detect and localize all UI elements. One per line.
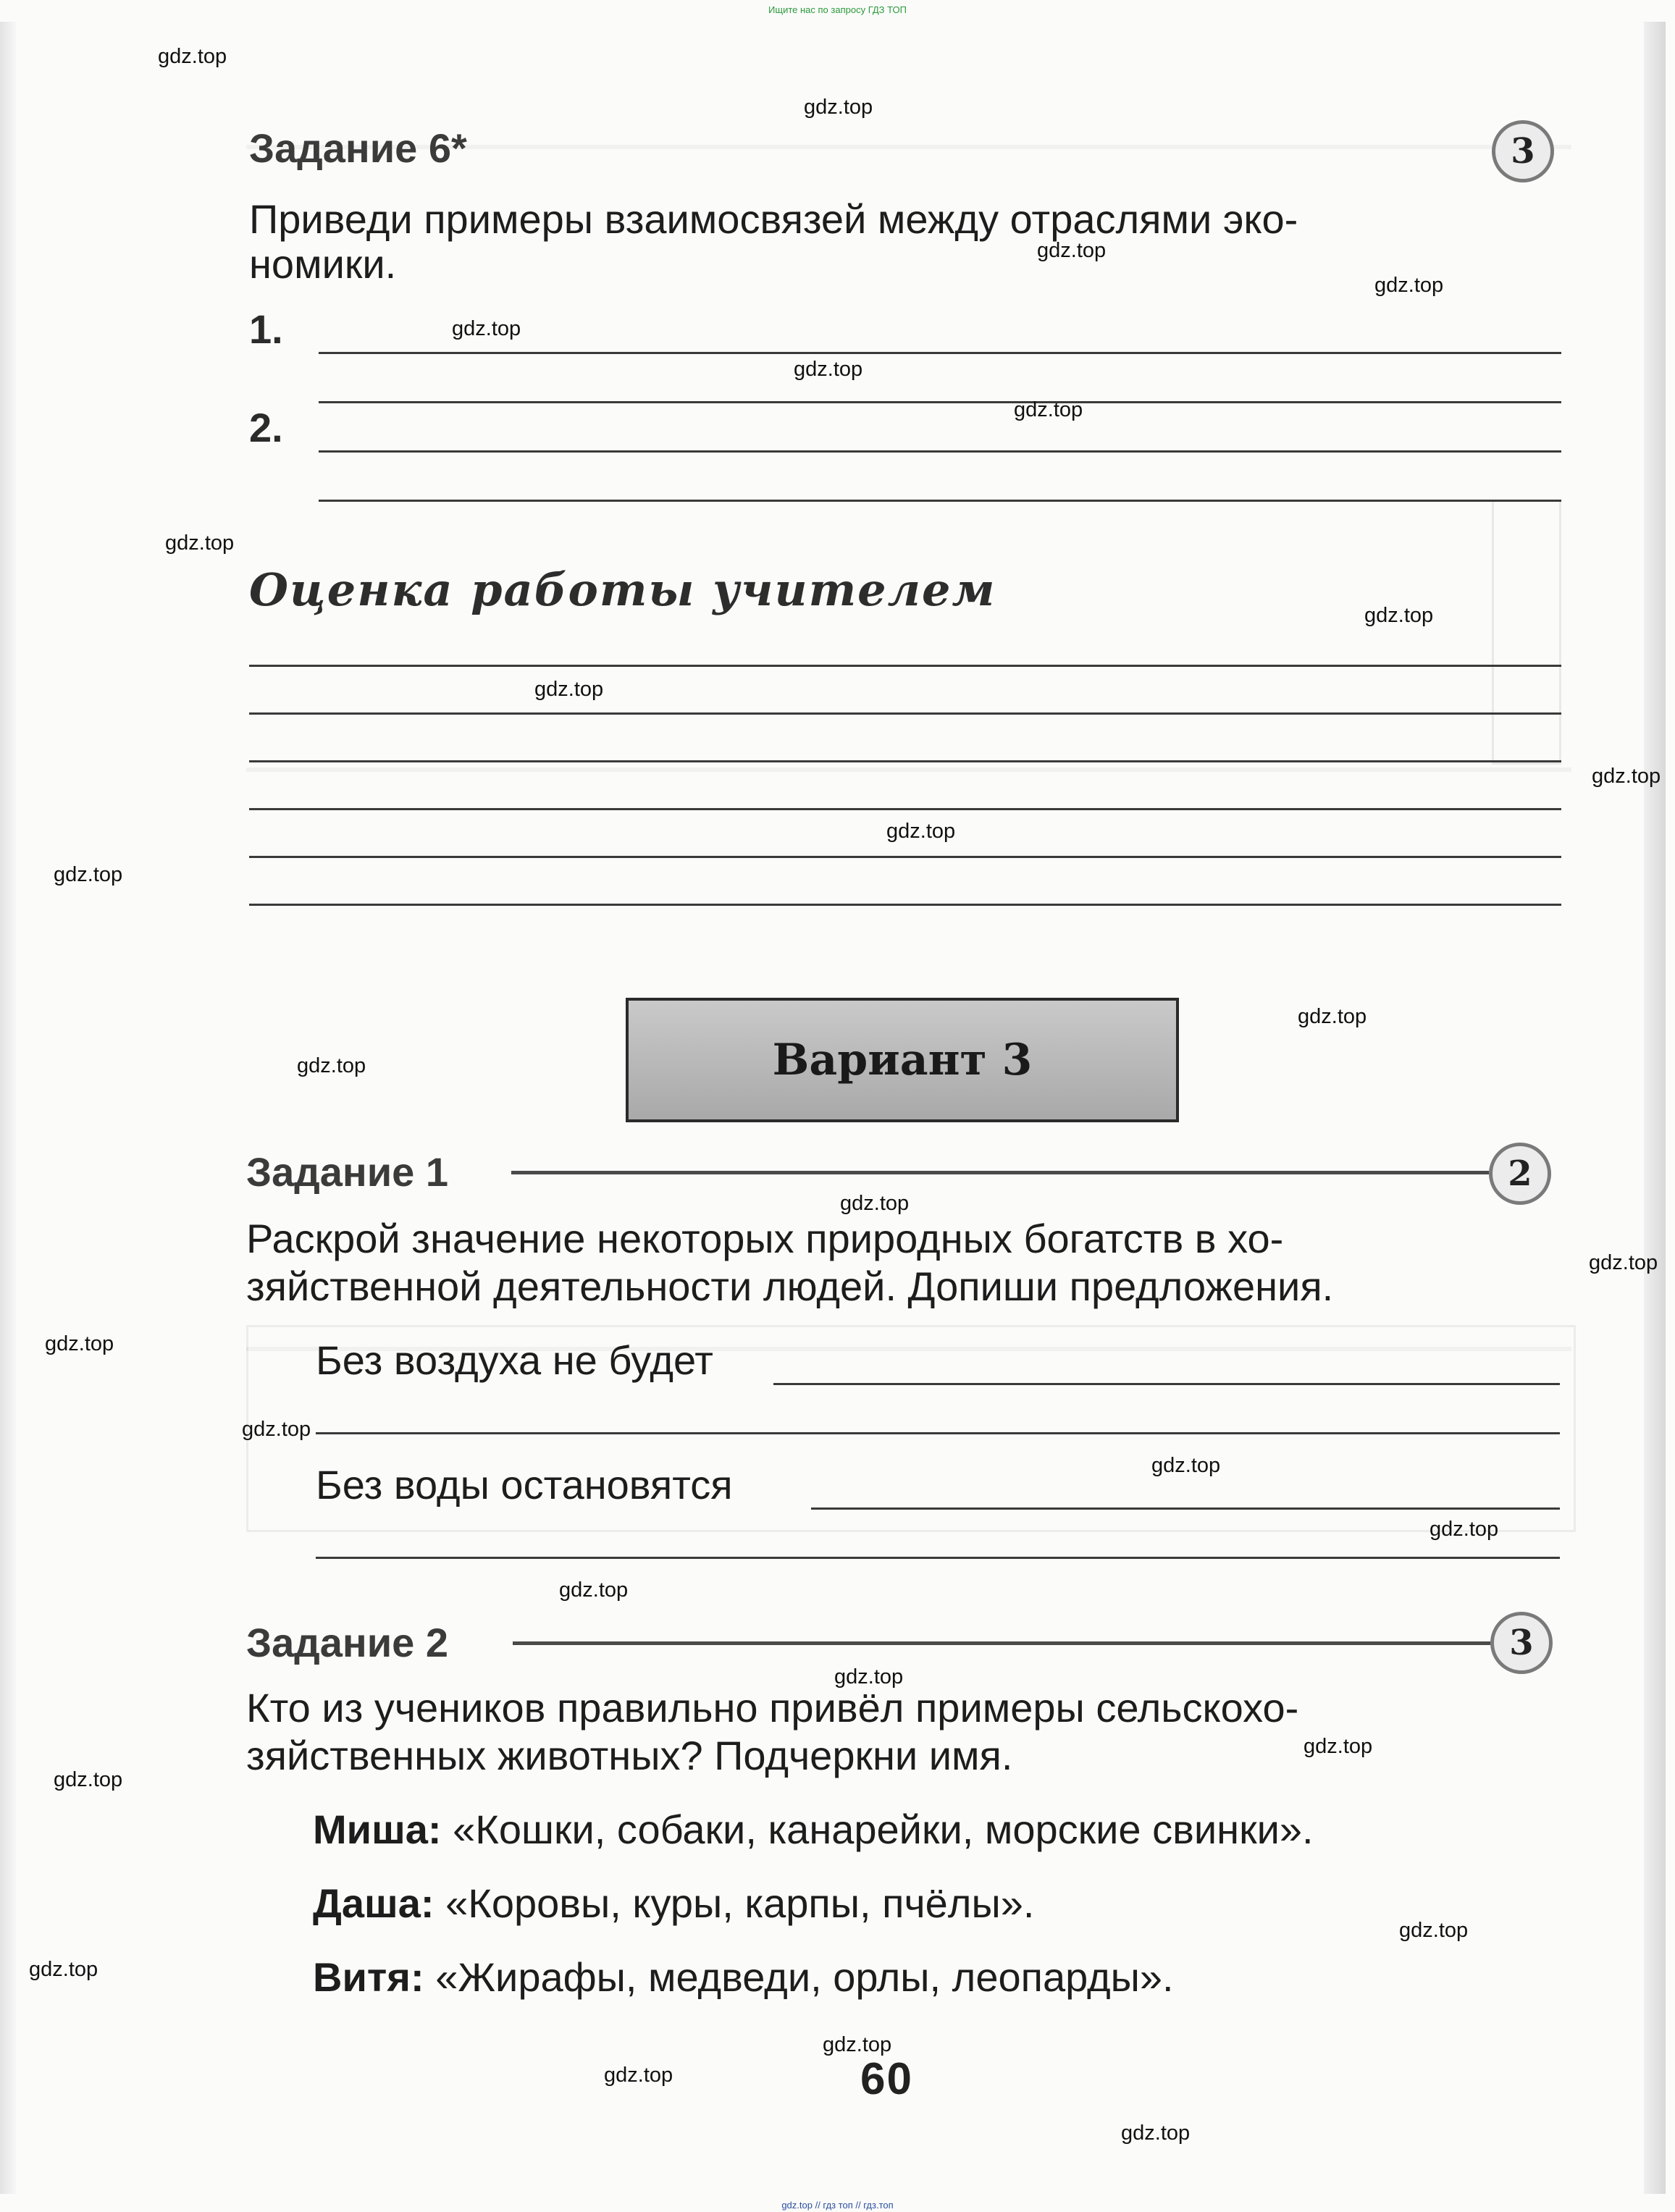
answer-line[interactable] [316, 1557, 1560, 1559]
watermark: gdz.top [1589, 1251, 1658, 1274]
answer-row-vitya[interactable] [313, 1954, 1174, 2001]
watermark: gdz.top [54, 863, 123, 886]
watermark: gdz.top [1014, 398, 1083, 421]
watermark: gdz.top [452, 317, 521, 340]
watermark: gdz.top [1399, 1919, 1469, 1942]
task6-item-1-number: 1. [249, 306, 283, 352]
watermark: gdz.top [158, 45, 227, 68]
evaluation-line[interactable] [249, 808, 1561, 810]
student-name[interactable]: Витя: [313, 1954, 424, 2000]
watermark: gdz.top [242, 1418, 311, 1441]
answer-line[interactable] [811, 1507, 1560, 1510]
task6-item-2-number: 2. [249, 405, 283, 450]
watermark: gdz.top [1304, 1735, 1373, 1758]
task1-title: Задание 1 [246, 1149, 449, 1195]
evaluation-title: Оценка работы учителем [249, 563, 996, 616]
task6-text-line1: Приведи примеры взаимосвязей между отраслями эко- [249, 196, 1298, 242]
student-answer: «Кошки, собаки, канарейки, морские свинки». [453, 1807, 1314, 1852]
answer-line[interactable] [316, 1432, 1560, 1434]
watermark: gdz.top [1592, 765, 1661, 788]
task1-sentence-2: Без воды остановятся [316, 1462, 733, 1507]
evaluation-line[interactable] [249, 760, 1561, 762]
task6-points-badge: 3 [1492, 120, 1554, 182]
bottom-note: gdz.top // гдз топ // гдз.топ [781, 2200, 894, 2211]
task2-header-rule [513, 1641, 1490, 1645]
evaluation-line[interactable] [249, 856, 1561, 858]
task6-title: Задание 6* [249, 125, 467, 171]
student-name[interactable]: Миша: [313, 1807, 442, 1852]
task1-points-badge: 2 [1489, 1143, 1551, 1205]
page-spine [1644, 22, 1666, 2194]
task1-text-line1: Раскрой значение некоторых природных богатств в хо- [246, 1216, 1284, 1261]
watermark: gdz.top [1121, 2121, 1191, 2145]
watermark: gdz.top [1298, 1005, 1367, 1028]
task6-text-line2: номики. [249, 241, 397, 287]
answer-line[interactable] [319, 401, 1561, 403]
watermark: gdz.top [840, 1192, 910, 1215]
top-search-note: Ищите нас по запросу ГДЗ ТОП [768, 4, 907, 15]
task1-text-line2: зяйственной деятельности людей. Допиши предложения. [246, 1263, 1334, 1309]
watermark: gdz.top [886, 820, 956, 843]
student-answer: «Жирафы, медведи, орлы, леопарды». [435, 1954, 1174, 2000]
watermark: gdz.top [297, 1054, 366, 1077]
answer-line[interactable] [319, 500, 1561, 502]
watermark: gdz.top [54, 1768, 123, 1791]
watermark: gdz.top [1364, 604, 1434, 627]
student-answer: «Коровы, куры, карпы, пчёлы». [445, 1880, 1035, 1926]
answer-line[interactable] [773, 1383, 1560, 1385]
variant-banner: Вариант 3 [626, 998, 1179, 1122]
watermark: gdz.top [29, 1958, 98, 1981]
answer-line[interactable] [319, 450, 1561, 453]
watermark: gdz.top [559, 1578, 629, 1602]
task2-text-line1: Кто из учеников правильно привёл примеры сельскохо- [246, 1685, 1299, 1731]
watermark: gdz.top [1151, 1454, 1221, 1477]
watermark: gdz.top [604, 2064, 673, 2087]
answer-row-dasha[interactable] [313, 1880, 1034, 1927]
watermark: gdz.top [834, 1665, 904, 1689]
watermark: gdz.top [823, 2033, 892, 2056]
evaluation-line[interactable] [249, 712, 1561, 715]
watermark: gdz.top [1430, 1518, 1499, 1541]
evaluation-line[interactable] [249, 665, 1561, 667]
watermark: gdz.top [794, 358, 863, 381]
answer-line[interactable] [319, 352, 1561, 354]
watermark: gdz.top [45, 1332, 114, 1355]
task2-title: Задание 2 [246, 1620, 449, 1665]
student-name[interactable]: Даша: [313, 1880, 435, 1926]
answer-row-misha[interactable] [313, 1806, 1314, 1853]
watermark: gdz.top [804, 96, 873, 119]
watermark: gdz.top [1037, 239, 1107, 262]
watermark: gdz.top [1374, 274, 1444, 297]
page-number: 60 [860, 2054, 913, 2104]
task2-text-line2: зяйственных животных? Подчеркни имя. [246, 1733, 1013, 1778]
task1-sentence-1: Без воздуха не будет [316, 1337, 713, 1383]
task1-header-rule [511, 1171, 1489, 1174]
page-left-edge [0, 22, 16, 2194]
task2-points-badge: 3 [1490, 1612, 1553, 1674]
watermark: gdz.top [534, 678, 604, 701]
watermark: gdz.top [165, 531, 235, 555]
evaluation-line[interactable] [249, 904, 1561, 906]
